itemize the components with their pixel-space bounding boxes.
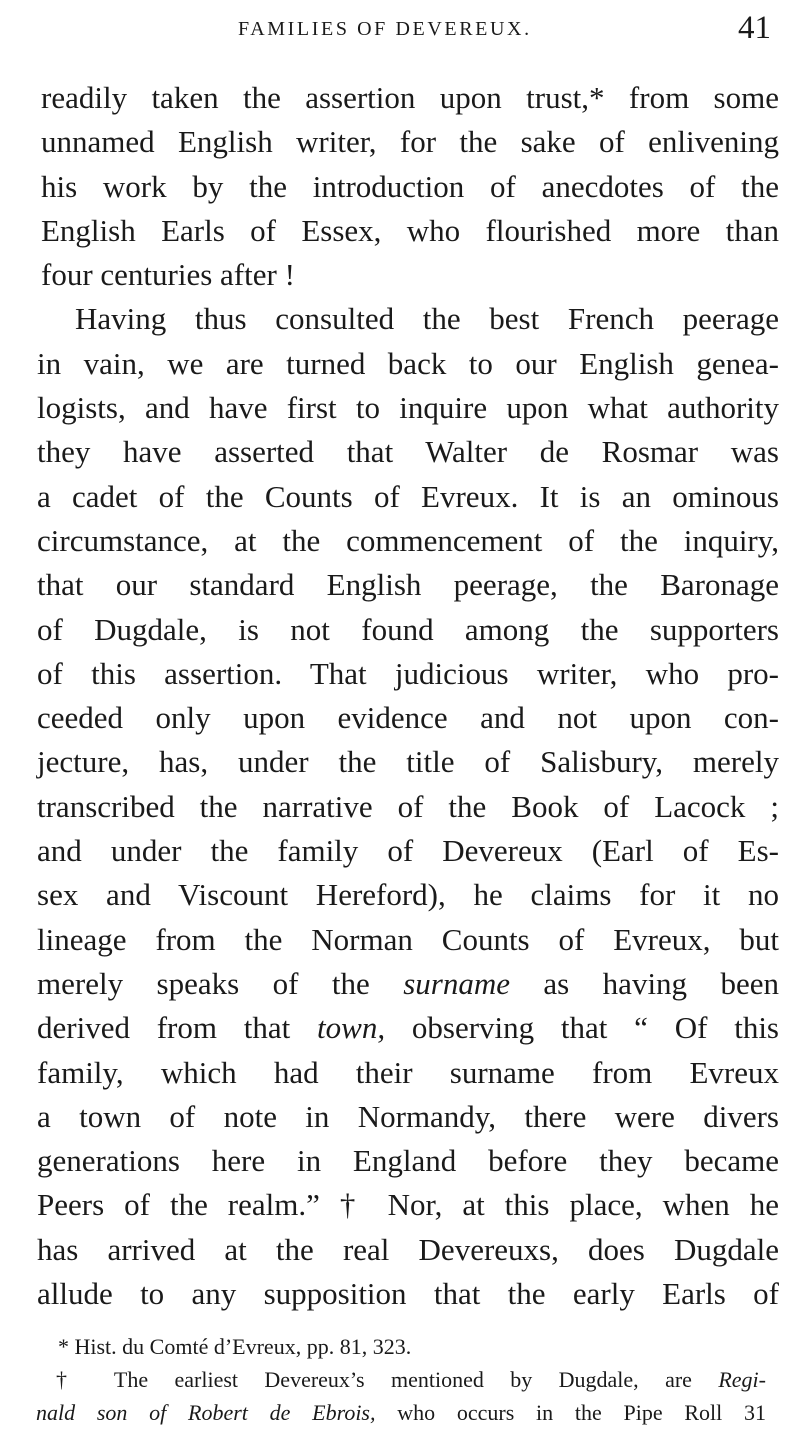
text-line: allude to any supposition that the early Earls of	[37, 1276, 779, 1312]
text-line: ceeded only upon evidence and not upon con-	[37, 700, 779, 736]
text-segment: merely speaks of the	[37, 965, 370, 1001]
text-line: that our standard English peerage, the Baronage	[37, 567, 779, 603]
text-line: his work by the introduction of anecdotes of the	[41, 168, 779, 204]
emphasis-town: town,	[317, 1010, 386, 1046]
text-line-with-emphasis	[37, 1006, 779, 1050]
footnote-dagger	[36, 1363, 766, 1396]
text-line: unnamed English writer, for the sake of enlivening	[41, 124, 779, 160]
text-line: has arrived at the real Devereuxs, does Dugdale	[37, 1231, 779, 1267]
text-segment: derived from that	[37, 1010, 291, 1046]
text-line: English Earls of Essex, who flourished more than	[41, 212, 779, 248]
text-segment: as having been	[543, 965, 780, 1001]
body-text	[37, 76, 779, 1316]
text-line: four centuries after !	[41, 257, 295, 293]
emphasis-surname: surname	[403, 965, 510, 1001]
text-line: Peers of the realm.” † Nor, at this place, when he	[37, 1187, 779, 1223]
text-line: jecture, has, under the title of Salisbury, merely	[37, 744, 779, 780]
text-line-with-emphasis	[37, 962, 779, 1006]
text-line: logists, and have first to inquire upon what authority	[37, 390, 779, 426]
text-line: of Dugdale, is not found among the supporters	[37, 611, 779, 647]
text-line: of this assertion. That judicious writer, who pro-	[37, 655, 779, 691]
footnotes	[36, 1330, 766, 1429]
text-line: readily taken the assertion upon trust,* from some	[41, 80, 779, 115]
text-line: in vain, we are turned back to our English genea-	[37, 345, 779, 381]
footnote-asterisk: * Hist. du Comté d’Evreux, pp. 81, 323.	[58, 1334, 412, 1359]
paragraph-first-line: Having thus consulted the best French peerage	[75, 301, 779, 337]
text-line: a cadet of the Counts of Evreux. It is an ominous	[37, 478, 779, 514]
text-line: sex and Viscount Hereford), he claims for it no	[37, 877, 779, 913]
text-line: they have asserted that Walter de Rosmar was	[37, 434, 779, 470]
text-line: transcribed the narrative of the Book of Lacock ;	[37, 788, 779, 824]
running-head	[0, 10, 800, 50]
footnote-continuation	[36, 1396, 766, 1429]
footnote-emphasis: Regi-	[718, 1367, 766, 1392]
text-line: circumstance, at the commencement of the inquiry,	[37, 522, 779, 558]
text-line: generations here in England before they became	[37, 1143, 779, 1179]
footnote-emphasis: nald son of Robert de Ebrois,	[36, 1400, 376, 1425]
text-line: lineage from the Norman Counts of Evreux, but	[37, 921, 779, 957]
footnote-text: † The earliest Devereux’s mentioned by Dugdale, are	[56, 1367, 692, 1392]
text-line: family, which had their surname from Evreux	[37, 1054, 779, 1090]
text-line: a town of note in Normandy, there were divers	[37, 1098, 779, 1134]
text-segment: observing that “ Of this	[411, 1010, 779, 1046]
text-line: and under the family of Devereux (Earl of Es-	[37, 833, 779, 869]
running-title: FAMILIES OF DEVEREUX.	[238, 18, 532, 40]
footnote-text: who occurs in the Pipe Roll 31	[397, 1400, 767, 1425]
page-number: 41	[738, 10, 771, 46]
